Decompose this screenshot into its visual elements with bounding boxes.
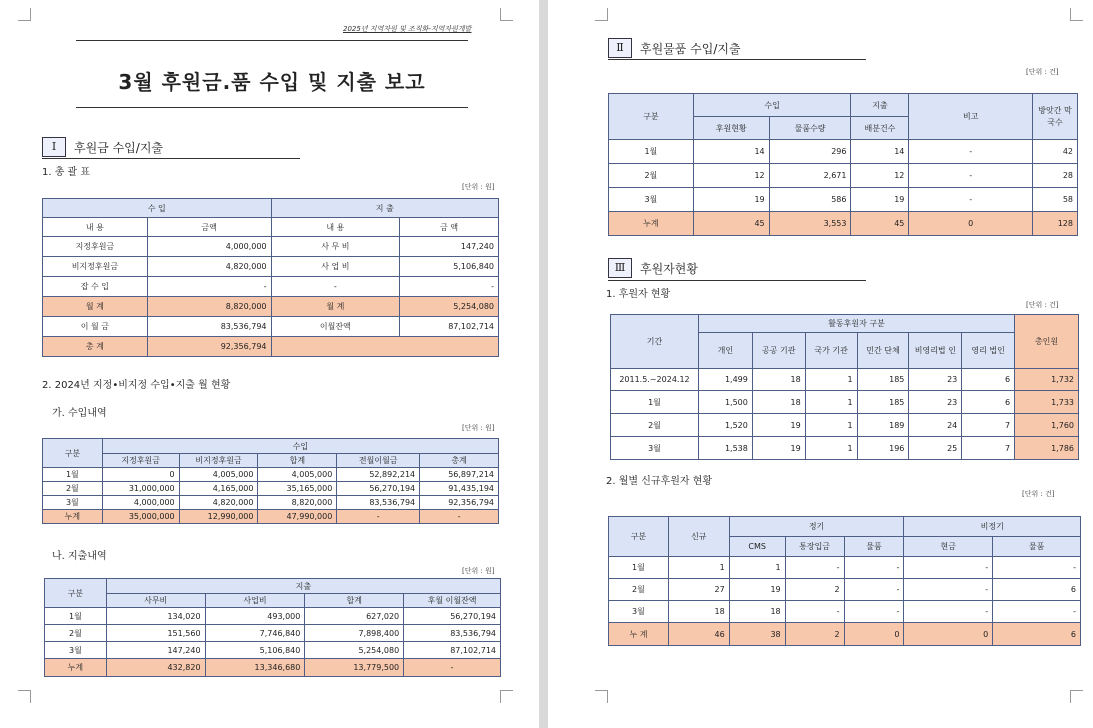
table-row	[43, 496, 499, 510]
table-row	[43, 317, 499, 337]
table-cell: 월 계	[43, 297, 148, 317]
section-2-title: 후원물품 수입/지출	[640, 41, 741, 56]
table-cell: -	[400, 277, 499, 297]
new-donor-col-regular: 정기	[729, 517, 904, 537]
table-cell: 4,000,000	[147, 237, 271, 257]
expense-heading: 나. 지출내역	[52, 551, 107, 562]
table-cell: 46	[668, 623, 729, 646]
table-cell: 4,005,000	[179, 468, 258, 482]
table-cell: 147,240	[400, 237, 499, 257]
table-cell: 1,538	[698, 437, 752, 460]
expense-table	[44, 578, 501, 677]
income-table	[42, 438, 499, 524]
table-cell: 4,005,000	[258, 468, 337, 482]
crop-mark	[595, 8, 608, 21]
donor-col: 국가 기관	[805, 333, 857, 369]
table-cell: 19	[729, 579, 785, 601]
summary-col-item: 내 용	[43, 218, 148, 237]
table-cell: 1	[805, 391, 857, 414]
donor-col-group: 활동후원자 구분	[698, 315, 1014, 333]
table-cell: 18	[729, 601, 785, 623]
table-row	[609, 164, 1078, 188]
new-donor-col: 현금	[904, 537, 993, 557]
table-cell: 14	[851, 140, 909, 164]
section-3-heading	[608, 258, 698, 278]
table-cell: 28	[1033, 164, 1078, 188]
table-row	[45, 608, 501, 625]
table-cell: -	[904, 601, 993, 623]
table-cell: 25	[909, 437, 962, 460]
table-cell: 5,254,080	[400, 297, 499, 317]
summary-col-amount: 금 액	[400, 218, 499, 237]
table-cell: 1	[805, 369, 857, 391]
income-col: 비지정후원금	[179, 454, 258, 468]
income-col: 전월이월금	[337, 454, 420, 468]
table-cell: 1,520	[698, 414, 752, 437]
new-donor-col-gubun: 구분	[609, 517, 669, 557]
expense-col: 사업비	[205, 594, 305, 608]
table-row	[43, 297, 499, 317]
table-row	[609, 188, 1078, 212]
table-cell: 586	[769, 188, 851, 212]
table-cell: 1	[805, 437, 857, 460]
summary-col-amount: 금액	[147, 218, 271, 237]
table-cell: 7,898,400	[305, 625, 404, 642]
new-donor-col-irregular: 비정기	[904, 517, 1081, 537]
table-cell: 0	[844, 623, 904, 646]
table-cell: 총 계	[43, 337, 148, 357]
page-right	[548, 0, 1093, 728]
table-cell: -	[337, 510, 420, 524]
table-cell: 45	[851, 212, 909, 236]
new-donor-heading: 2. 월별 신규후원자 현황	[606, 476, 713, 487]
table-cell: 56,270,194	[337, 482, 420, 496]
title-rule-bottom	[76, 107, 468, 108]
new-donor-col: 통장입금	[785, 537, 844, 557]
section-3-number: Ⅲ	[608, 258, 632, 278]
crop-mark	[500, 690, 513, 703]
table-cell: -	[904, 557, 993, 579]
table-cell: 24	[909, 414, 962, 437]
table-cell: 0	[909, 212, 1033, 236]
donor-col-total: 총인원	[1015, 315, 1079, 369]
table-cell: 6	[993, 579, 1081, 601]
goods-col-dist: 배분건수	[851, 117, 909, 140]
table-cell: 1,733	[1015, 391, 1079, 414]
table-cell: 87,102,714	[404, 642, 501, 659]
table-row	[43, 510, 499, 524]
table-cell: 151,560	[106, 625, 205, 642]
table-cell: 누계	[45, 659, 107, 677]
expense-col-group: 지출	[106, 579, 500, 594]
goods-col-bank: 방앗간 막국수	[1033, 94, 1078, 140]
table-cell: 19	[851, 188, 909, 212]
table-cell: -	[844, 601, 904, 623]
section-2-number: Ⅱ	[608, 38, 632, 58]
table-cell: 7	[962, 437, 1015, 460]
donor-col: 비영리법 인	[909, 333, 962, 369]
table-cell: 2월	[609, 579, 669, 601]
table-cell: 38	[729, 623, 785, 646]
unit-label: [단위 : 원]	[462, 567, 495, 575]
table-row	[43, 482, 499, 496]
title-rule-top	[76, 40, 468, 41]
summary-table	[42, 198, 499, 357]
page-left	[0, 0, 539, 728]
table-cell: -	[785, 601, 844, 623]
table-cell: 147,240	[106, 642, 205, 659]
table-cell: 2월	[43, 482, 103, 496]
table-cell: -	[420, 510, 499, 524]
new-donor-table	[608, 516, 1081, 646]
table-cell: 2월	[611, 414, 699, 437]
table-cell: 3월	[43, 496, 103, 510]
table-cell: 1,732	[1015, 369, 1079, 391]
crop-mark	[18, 8, 31, 21]
table-cell: 1월	[45, 608, 107, 625]
table-cell: 134,020	[106, 608, 205, 625]
table-cell: 8,820,000	[258, 496, 337, 510]
table-cell: 83,536,794	[404, 625, 501, 642]
expense-col: 합계	[305, 594, 404, 608]
table-cell: 56,270,194	[404, 608, 501, 625]
table-cell: 8,820,000	[147, 297, 271, 317]
donor-col: 영리 법인	[962, 333, 1015, 369]
table-cell: 52,892,214	[337, 468, 420, 482]
summary-header-expense: 지 출	[271, 199, 498, 218]
table-cell: 3월	[611, 437, 699, 460]
document-title: 3월 후원금.품 수입 및 지출 보고	[118, 70, 426, 94]
table-cell: 12	[693, 164, 769, 188]
table-cell: 월 계	[271, 297, 400, 317]
goods-col-expense: 지출	[851, 94, 909, 117]
summary-heading: 1. 총 괄 표	[42, 167, 91, 178]
table-cell: 27	[668, 579, 729, 601]
table-cell: 6	[962, 391, 1015, 414]
table-cell: 0	[904, 623, 993, 646]
table-cell: 2월	[45, 625, 107, 642]
table-cell: 1,760	[1015, 414, 1079, 437]
table-cell: 13,346,680	[205, 659, 305, 677]
crop-mark	[500, 8, 513, 21]
table-cell: 1월	[609, 140, 694, 164]
unit-label: [단위 : 원]	[462, 183, 495, 191]
table-cell: 35,000,000	[102, 510, 179, 524]
table-cell: 2011.5.~2024.12	[611, 369, 699, 391]
table-cell: -	[147, 277, 271, 297]
new-donor-col-new: 신규	[668, 517, 729, 557]
section-3-title: 후원자현황	[640, 261, 698, 276]
table-cell: -	[844, 557, 904, 579]
table-cell: 1,786	[1015, 437, 1079, 460]
new-donor-col: CMS	[729, 537, 785, 557]
table-cell: 비지정후원금	[43, 257, 148, 277]
table-row	[45, 642, 501, 659]
section-1-heading	[42, 137, 163, 157]
table-cell: 56,897,214	[420, 468, 499, 482]
table-row	[45, 625, 501, 642]
table-cell: 이 월 금	[43, 317, 148, 337]
table-cell: -	[909, 140, 1033, 164]
table-row	[609, 601, 1081, 623]
income-heading: 가. 수입내역	[52, 408, 107, 419]
donor-col: 공공 기관	[752, 333, 805, 369]
table-cell: 7	[962, 414, 1015, 437]
table-cell: 1,500	[698, 391, 752, 414]
table-cell: 사 업 비	[271, 257, 400, 277]
table-cell: 23	[909, 391, 962, 414]
section-1-title: 후원금 수입/지출	[74, 140, 164, 155]
donor-table	[610, 314, 1079, 460]
table-cell: 4,000,000	[102, 496, 179, 510]
expense-col-gubun: 구분	[45, 579, 107, 608]
section-3-rule	[608, 280, 866, 281]
table-cell: 432,820	[106, 659, 205, 677]
table-cell: 2	[785, 579, 844, 601]
table-cell: 4,820,000	[179, 496, 258, 510]
table-cell: 23	[909, 369, 962, 391]
table-cell: 6	[993, 623, 1081, 646]
table-cell: 7,746,840	[205, 625, 305, 642]
table-row	[611, 391, 1079, 414]
table-cell: -	[904, 579, 993, 601]
summary-header-income: 수 입	[43, 199, 272, 218]
income-col: 합계	[258, 454, 337, 468]
section-2-heading	[608, 38, 741, 58]
table-cell: 지정후원금	[43, 237, 148, 257]
new-donor-col: 물품	[993, 537, 1081, 557]
table-cell: 1,499	[698, 369, 752, 391]
table-cell: 이월잔액	[271, 317, 400, 337]
table-cell: -	[404, 659, 501, 677]
table-cell: 누계	[43, 510, 103, 524]
table-cell: 92,356,794	[147, 337, 271, 357]
income-col: 지정후원금	[102, 454, 179, 468]
table-cell: 잡 수 입	[43, 277, 148, 297]
table-cell: 3월	[609, 188, 694, 212]
table-cell: 1월	[43, 468, 103, 482]
table-cell: 296	[769, 140, 851, 164]
table-cell: 2,671	[769, 164, 851, 188]
donor-col: 민간 단체	[857, 333, 909, 369]
table-cell: 31,000,000	[102, 482, 179, 496]
table-cell: 12,990,000	[179, 510, 258, 524]
table-cell: 189	[857, 414, 909, 437]
table-cell: 1	[805, 414, 857, 437]
table-cell: 14	[693, 140, 769, 164]
table-cell: 19	[693, 188, 769, 212]
income-col-gubun: 구분	[43, 439, 103, 468]
table-cell: 누 계	[609, 623, 669, 646]
table-cell: 35,165,000	[258, 482, 337, 496]
table-row	[43, 257, 499, 277]
table-cell: 19	[752, 414, 805, 437]
table-row	[611, 369, 1079, 391]
table-cell: 2월	[609, 164, 694, 188]
goods-col-gubun: 구분	[609, 94, 694, 140]
table-cell: 5,106,840	[400, 257, 499, 277]
table-cell: 128	[1033, 212, 1078, 236]
table-cell: 누계	[609, 212, 694, 236]
table-cell: 185	[857, 369, 909, 391]
header-note: 2025년 지역자원 및 조직화-지역자원개발	[343, 25, 472, 33]
table-cell: 0	[102, 468, 179, 482]
expense-col: 후월 이월잔액	[404, 594, 501, 608]
table-cell: 91,435,194	[420, 482, 499, 496]
table-cell: 18	[668, 601, 729, 623]
table-cell: 12	[851, 164, 909, 188]
table-row	[43, 468, 499, 482]
table-row	[43, 337, 499, 357]
monthly-heading: 2. 2024년 지정•비지정 수입•지출 월 현황	[42, 380, 231, 391]
table-cell: 사 무 비	[271, 237, 400, 257]
table-cell: 92,356,794	[420, 496, 499, 510]
goods-col-status: 후원현황	[693, 117, 769, 140]
table-cell: -	[271, 277, 400, 297]
table-cell: -	[993, 601, 1081, 623]
summary-col-item: 내 용	[271, 218, 400, 237]
table-cell: 3,553	[769, 212, 851, 236]
table-cell: 83,536,794	[147, 317, 271, 337]
table-cell: 185	[857, 391, 909, 414]
table-cell: 1월	[611, 391, 699, 414]
section-1-number: Ⅰ	[42, 137, 66, 157]
donor-heading: 1. 후원자 현황	[606, 289, 671, 300]
table-row	[609, 623, 1081, 646]
table-cell: 58	[1033, 188, 1078, 212]
income-col: 총계	[420, 454, 499, 468]
table-cell: 493,000	[205, 608, 305, 625]
table-cell: 3월	[609, 601, 669, 623]
goods-col-income: 수입	[693, 94, 851, 117]
goods-col-note: 비고	[909, 94, 1033, 140]
donor-col: 개인	[698, 333, 752, 369]
table-row	[609, 557, 1081, 579]
table-cell: 4,820,000	[147, 257, 271, 277]
table-cell: -	[909, 164, 1033, 188]
table-cell: 6	[962, 369, 1015, 391]
table-cell: 196	[857, 437, 909, 460]
table-cell: 18	[752, 391, 805, 414]
table-cell: -	[785, 557, 844, 579]
table-cell: 87,102,714	[400, 317, 499, 337]
expense-col: 사무비	[106, 594, 205, 608]
goods-col-qty: 물품수량	[769, 117, 851, 140]
new-donor-col: 물품	[844, 537, 904, 557]
table-cell: -	[844, 579, 904, 601]
table-cell: 13,779,500	[305, 659, 404, 677]
unit-label: [단위 : 건]	[1022, 490, 1055, 498]
page-gutter	[539, 0, 548, 728]
table-cell: 83,536,794	[337, 496, 420, 510]
crop-mark	[1070, 690, 1083, 703]
table-row	[611, 437, 1079, 460]
goods-table	[608, 93, 1078, 236]
table-cell: 1월	[609, 557, 669, 579]
table-cell: -	[909, 188, 1033, 212]
income-col-group: 수입	[102, 439, 498, 454]
table-cell: 19	[752, 437, 805, 460]
unit-label: [단위 : 건]	[1026, 301, 1059, 309]
table-row	[611, 414, 1079, 437]
table-row	[45, 659, 501, 677]
table-cell: 47,990,000	[258, 510, 337, 524]
table-row	[43, 277, 499, 297]
crop-mark	[595, 690, 608, 703]
crop-mark	[18, 690, 31, 703]
unit-label: [단위 : 원]	[462, 424, 495, 432]
table-cell: 5,106,840	[205, 642, 305, 659]
table-cell: 2	[785, 623, 844, 646]
table-cell: 1	[729, 557, 785, 579]
table-row	[609, 212, 1078, 236]
section-2-rule	[608, 59, 866, 60]
table-cell: 42	[1033, 140, 1078, 164]
crop-mark	[1070, 8, 1083, 21]
table-cell: 45	[693, 212, 769, 236]
table-cell: 3월	[45, 642, 107, 659]
table-cell: 18	[752, 369, 805, 391]
table-cell	[271, 337, 498, 357]
table-cell: 5,254,080	[305, 642, 404, 659]
donor-col-period: 기간	[611, 315, 699, 369]
table-cell: 1	[668, 557, 729, 579]
table-cell: -	[993, 557, 1081, 579]
table-cell: 4,165,000	[179, 482, 258, 496]
unit-label: [단위 : 건]	[1026, 68, 1059, 76]
table-row	[43, 237, 499, 257]
table-cell: 627,020	[305, 608, 404, 625]
table-row	[609, 140, 1078, 164]
section-1-rule	[42, 158, 300, 159]
table-row	[609, 579, 1081, 601]
